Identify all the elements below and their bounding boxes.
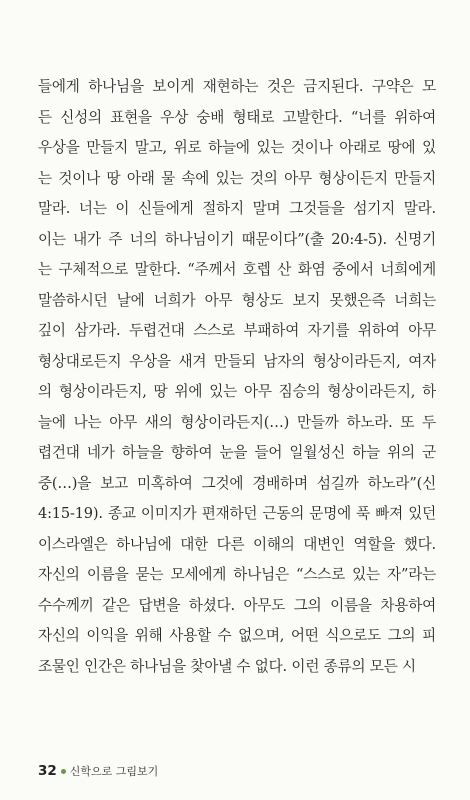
- text-line: 이는 내가 주 너의 하나님이기 때문이다”(출 20:4-5). 신명기: [38, 230, 436, 248]
- text-line: 말씀하시던 날에 너희가 아무 형상도 보지 못했은즉 너희는: [38, 291, 436, 309]
- text-line: 렵건대 네가 하늘을 향하여 눈을 들어 일월성신 하늘 위의 군: [38, 444, 436, 461]
- bullet-icon: [61, 769, 66, 774]
- text-line: 우상을 만들지 말고, 위로 하늘에 있는 것이나 아래로 땅에 있: [38, 139, 436, 156]
- page-footer: [38, 762, 158, 780]
- text-line: 이스라엘은 하나님에 대한 다른 이해의 대변인 역할을 했다.: [38, 535, 436, 553]
- text-line: 늘에 나는 아무 새의 형상이라든지(…) 만들까 하노라. 또 두: [38, 413, 436, 431]
- text-line: 깊이 삼가라. 두렵건대 스스로 부패하여 자기를 위하여 아무: [38, 322, 436, 339]
- text-line: 자신의 이익을 위해 사용할 수 없으며, 어떤 식으로도 그의 피: [38, 627, 436, 644]
- text-line: 형상대로든지 우상을 새겨 만들되 남자의 형상이라든지, 여자: [38, 352, 436, 370]
- text-line: 자신의 이름을 묻는 모세에게 하나님은 “스스로 있는 자”라는: [38, 566, 436, 583]
- text-line: 수수께끼 같은 답변을 하셨다. 아무도 그의 이름을 차용하여: [38, 596, 436, 614]
- text-line: 중(…)을 보고 미혹하여 그것에 경배하며 섬길까 하노라”(신: [38, 474, 436, 492]
- text-line: 든 신성의 표현을 우상 숭배 형태로 고발한다. “너를 위하여: [38, 108, 436, 126]
- body-text: [38, 72, 436, 682]
- text-line: 는 구체적으로 말한다. “주께서 호렙 산 화염 중에서 너희에게: [38, 261, 436, 278]
- text-line: 는 것이나 땅 아래 물 속에 있는 것의 아무 형상이든지 만들지: [38, 169, 436, 187]
- text-line: 의 형상이라든지, 땅 위에 있는 아무 짐승의 형상이라든지, 하: [38, 383, 436, 400]
- page-number: 32: [38, 763, 57, 779]
- text-line: 들에게 하나님을 보이게 재현하는 것은 금지된다. 구약은 모: [38, 78, 436, 95]
- text-line: 4:15-19). 종교 이미지가 편재하던 근동의 문명에 푹 빠져 있던: [38, 505, 436, 522]
- text-line: 조물인 인간은 하나님을 찾아낼 수 없다. 이런 종류의 모든 시: [38, 657, 416, 675]
- book-title: 신학으로 그림보기: [69, 765, 159, 778]
- text-line: 말라. 너는 이 신들에게 절하지 말며 그것들을 섬기지 말라.: [38, 200, 436, 217]
